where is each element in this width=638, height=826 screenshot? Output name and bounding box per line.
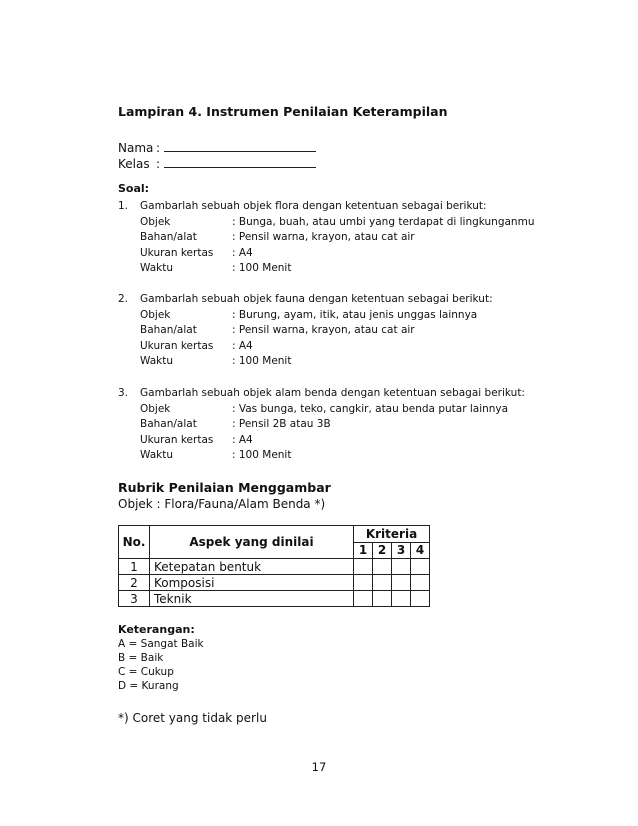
nama-blank-line [164,140,316,152]
score-cell [373,559,392,575]
row-key: Ukuran kertas [140,433,214,446]
row-key: Objek [140,402,171,415]
score-cell [392,575,411,591]
question-row [118,230,538,246]
score-cell [354,575,373,591]
kelas-blank-line [164,156,316,168]
soal-heading: Soal: [118,182,150,195]
row-key: Ukuran kertas [140,246,214,259]
keterangan-item: B = Baik [118,652,164,664]
question-number: 3. [118,387,129,399]
row-value: : A4 [232,339,253,352]
score-cell [392,559,411,575]
row-key: Waktu [140,449,173,462]
row-value: : 100 Menit [232,449,292,462]
header-no: No. [119,526,150,559]
question-row [118,215,538,231]
row-key: Ukuran kertas [140,339,214,352]
row-key: Bahan/alat [140,324,197,337]
row-key: Bahan/alat [140,418,197,431]
nama-colon: : [156,141,161,155]
row-value: : Pensil warna, krayon, atau cat air [232,324,415,337]
rubric-objek: Objek : Flora/Fauna/Alam Benda *) [118,497,326,511]
row-value: : Bunga, buah, atau umbi yang terdapat di lingkunganmu [232,215,535,228]
criteria-4: 4 [411,542,430,559]
row-value: : Burung, ayam, itik, atau jenis unggas lainnya [232,308,478,321]
score-cell [411,591,430,607]
header-kriteria: Kriteria [354,526,430,543]
table-row [119,591,430,607]
page-title: Lampiran 4. Instrumen Penilaian Keterampilan [118,104,448,119]
score-cell [354,591,373,607]
question-2 [118,292,538,370]
score-cell [411,575,430,591]
score-cell [354,559,373,575]
question-row [118,261,538,277]
score-cell [392,591,411,607]
question-row [118,308,538,324]
row-key: Objek [140,215,171,228]
row-value: : A4 [232,433,253,446]
row-key: Waktu [140,262,173,275]
question-text: Gambarlah sebuah objek flora dengan ketentuan sebagai berikut: [140,200,487,212]
criteria-1: 1 [354,542,373,559]
row-value: : A4 [232,246,253,259]
keterangan-item: A = Sangat Baik [118,638,204,650]
question-row [118,354,538,370]
kelas-field [118,156,316,171]
question-number: 2. [118,293,129,305]
rubric-title: Rubrik Penilaian Menggambar [118,480,331,495]
question-row [118,339,538,355]
question-number: 1. [118,200,129,212]
question-3 [118,386,538,464]
footnote: *) Coret yang tidak perlu [118,711,267,725]
rubric-table [118,525,430,607]
score-cell [411,559,430,575]
row-key: Waktu [140,355,173,368]
keterangan-item: C = Cukup [118,666,174,678]
keterangan-heading: Keterangan: [118,623,195,636]
score-cell [373,591,392,607]
header-aspek: Aspek yang dinilai [150,526,354,559]
keterangan-item: D = Kurang [118,680,179,692]
page-number: 17 [311,760,327,774]
row-key: Bahan/alat [140,231,197,244]
row-key: Objek [140,308,171,321]
kelas-colon: : [156,157,161,171]
question-1 [118,199,538,277]
question-row [118,433,538,449]
question-row [118,448,538,464]
row-value: : 100 Menit [232,262,292,275]
criteria-3: 3 [392,542,411,559]
question-row [118,323,538,339]
row-no: 2 [119,575,150,591]
nama-field [118,140,316,155]
row-value: : 100 Menit [232,355,292,368]
table-header-row [119,526,430,543]
row-aspek: Komposisi [150,575,354,591]
score-cell [373,575,392,591]
question-row [118,246,538,262]
question-row [118,402,538,418]
row-no: 1 [119,559,150,575]
question-text: Gambarlah sebuah objek alam benda dengan ketentuan sebagai berikut: [140,387,525,399]
row-value: : Vas bunga, teko, cangkir, atau benda putar lainnya [232,402,509,415]
row-aspek: Ketepatan bentuk [150,559,354,575]
criteria-2: 2 [373,542,392,559]
kelas-label: Kelas [118,157,150,171]
question-row [118,417,538,433]
table-row [119,575,430,591]
row-value: : Pensil 2B atau 3B [232,418,331,431]
row-aspek: Teknik [150,591,354,607]
row-no: 3 [119,591,150,607]
question-text: Gambarlah sebuah objek fauna dengan ketentuan sebagai berikut: [140,293,493,305]
table-row [119,559,430,575]
nama-label: Nama [118,141,154,155]
row-value: : Pensil warna, krayon, atau cat air [232,231,415,244]
